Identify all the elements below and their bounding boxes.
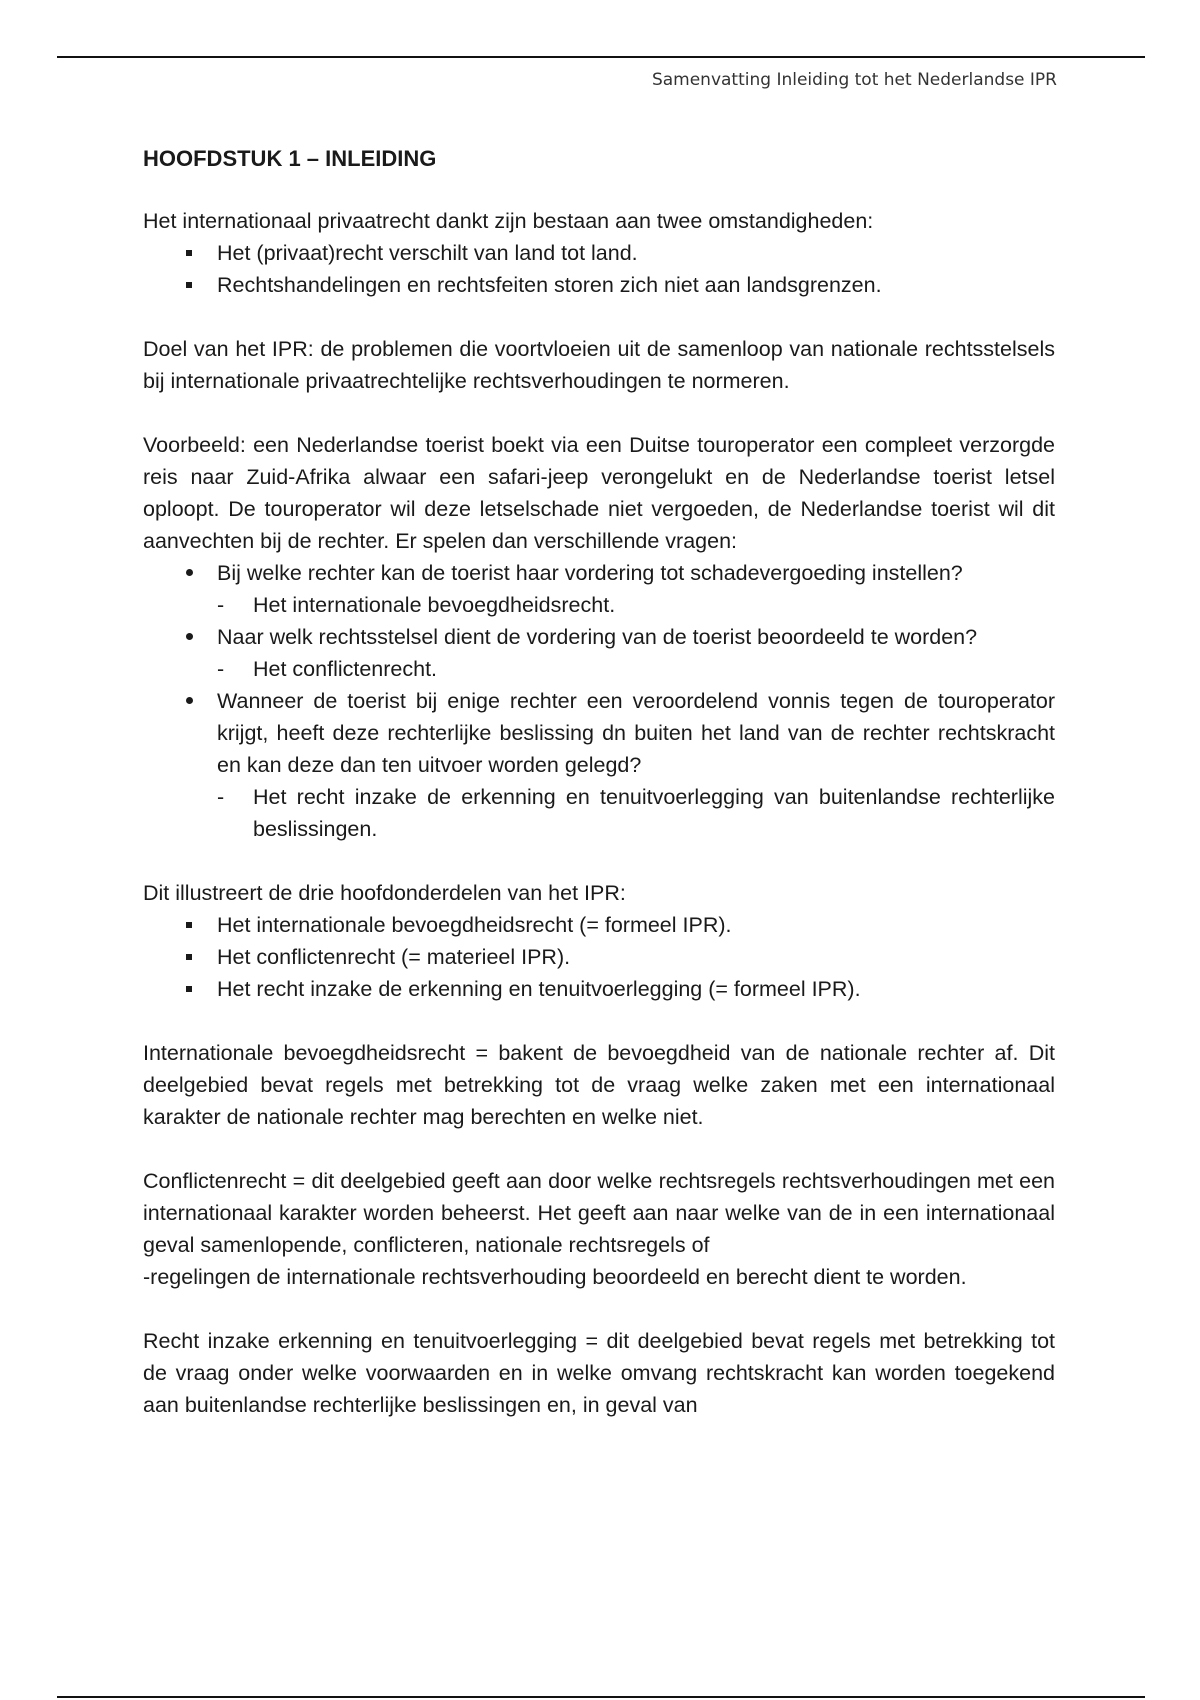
list-item: Het recht inzake de erkenning en tenuitvoerlegging (= formeel IPR).	[143, 973, 1055, 1005]
dash-bullet-icon: -	[217, 785, 225, 809]
footer-rule	[57, 1696, 1145, 1698]
round-bullet-icon	[179, 557, 199, 589]
dash-bullet-icon: -	[217, 657, 225, 681]
onderdelen-list	[143, 909, 1055, 1005]
answer-item: - Het conflictenrecht.	[143, 653, 1055, 685]
header-rule	[57, 56, 1145, 58]
square-bullet-icon	[179, 237, 199, 269]
round-bullet-icon	[179, 685, 199, 717]
voorbeeld-paragraph: Voorbeeld: een Nederlandse toerist boekt via een Duitse touroperator een compleet verzorgde reis naar Zuid-Afrika alwaar een safari-jeep verongelukt en de Nederlandse toerist letsel oploopt. De touroperator wil deze letselschade niet vergoeden, de Nederlandse toerist wil dit aanvechten bij de rechter. Er spelen dan verschillende vragen:	[143, 433, 1055, 553]
page-body	[143, 143, 1055, 1421]
question-item: Wanneer de toerist bij enige rechter een veroordelend vonnis tegen de touroperator krijgt, heeft deze rechterlijke beslissing dn buiten het land van de rechter rechtskracht en kan deze dan ten uitvoer worden gelegd?	[143, 685, 1055, 781]
dash-bullet-icon: -	[217, 593, 225, 617]
intro-list	[143, 237, 1055, 301]
square-bullet-icon	[179, 269, 199, 301]
round-bullet-icon	[179, 621, 199, 653]
list-item: Het internationale bevoegdheidsrecht (= formeel IPR).	[143, 909, 1055, 941]
list-item: Het (privaat)recht verschilt van land tot land.	[143, 237, 1055, 269]
doel-paragraph: Doel van het IPR: de problemen die voortvloeien uit de samenloop van nationale rechtsstelsels bij internationale privaatrechtelijke rechtsverhoudingen te normeren.	[143, 337, 1055, 393]
erkenning-definition: Recht inzake erkenning en tenuitvoerlegging = dit deelgebied bevat regels met betrekking tot de vraag onder welke voorwaarden en in welke omvang rechtskracht kan worden toegekend aan buitenlandse rechterlijke beslissingen en, in geval van	[143, 1329, 1055, 1417]
conflict-definition-continued: -regelingen de internationale rechtsverhouding beoordeeld en berecht dient te worden.	[143, 1265, 967, 1289]
square-bullet-icon	[179, 941, 199, 973]
bevoegdheid-definition: Internationale bevoegdheidsrecht = bakent de bevoegdheid van de nationale rechter af. Dit deelgebied bevat regels met betrekking tot de vraag welke zaken met een internationaal karakter de nationale rechter mag berechten en welke niet.	[143, 1041, 1055, 1129]
onderdelen-paragraph: Dit illustreert de drie hoofdonderdelen van het IPR:	[143, 881, 626, 905]
list-item: Het conflictenrecht (= materieel IPR).	[143, 941, 1055, 973]
intro-paragraph: Het internationaal privaatrecht dankt zijn bestaan aan twee omstandigheden:	[143, 209, 874, 233]
chapter-title: HOOFDSTUK 1 – INLEIDING	[143, 146, 437, 171]
list-item: Rechtshandelingen en rechtsfeiten storen zich niet aan landsgrenzen.	[143, 269, 1055, 301]
conflict-definition: Conflictenrecht = dit deelgebied geeft aan door welke rechtsregels rechtsverhoudingen met een internationaal karakter worden beheerst. Het geeft aan naar welke van de in een internationaal geval samenlopende, conflicteren, nationale rechtsregels of	[143, 1169, 1055, 1257]
question-item: Bij welke rechter kan de toerist haar vordering tot schadevergoeding instellen?	[143, 557, 1055, 589]
question-list	[143, 557, 1055, 845]
answer-item: - Het internationale bevoegdheidsrecht.	[143, 589, 1055, 621]
answer-item: - Het recht inzake de erkenning en tenuitvoerlegging van buitenlandse rechterlijke beslissingen.	[143, 781, 1055, 845]
question-item: Naar welk rechtsstelsel dient de vordering van de toerist beoordeeld te worden?	[143, 621, 1055, 653]
square-bullet-icon	[179, 973, 199, 1005]
square-bullet-icon	[179, 909, 199, 941]
running-header: Samenvatting Inleiding tot het Nederlandse IPR	[651, 70, 1057, 90]
